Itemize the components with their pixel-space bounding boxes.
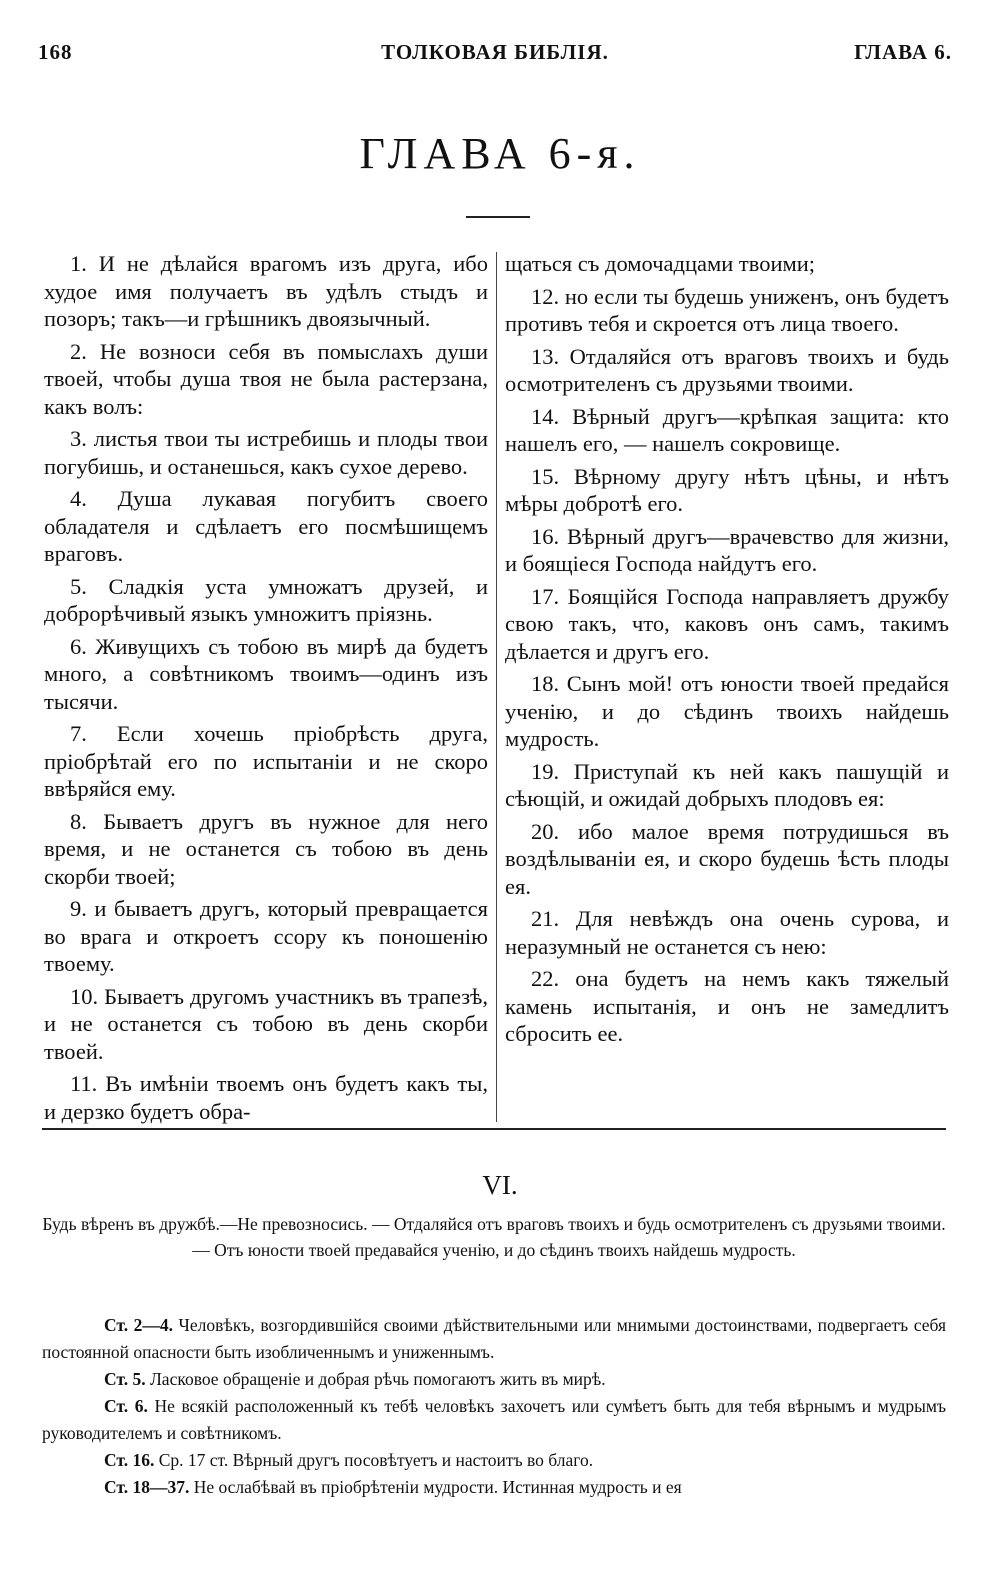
commentary-paragraph bbox=[42, 1447, 946, 1474]
verse-reference: Ст. 6. bbox=[104, 1396, 148, 1416]
verse: 14. Вѣрный другъ—крѣпкая защита: кто нашелъ его, — нашелъ сокровище. bbox=[505, 403, 949, 456]
verse: 22. она будетъ на немъ какъ тяжелый камень испытанія, и онъ не замедлитъ сбросить ее. bbox=[505, 966, 949, 1046]
verse: 1. И не дѣлайся врагомъ изъ друга, ибо худое имя получаетъ въ удѣлъ стыдъ и позоръ; такъ—и грѣшникъ двоязычный. bbox=[44, 251, 488, 331]
verse: 5. Сладкія уста умножатъ друзей, и доброрѣчивый языкъ умножитъ пріязнь. bbox=[44, 573, 488, 626]
verse: 18. Сынъ мой! отъ юности твоей предайся ученію, и до сѣдинъ твоихъ найдешь мудрость. bbox=[505, 671, 949, 751]
verse: 19. Приступай къ ней какъ пашущій и сѣющій, и ожидай добрыхъ плодовъ ея: bbox=[505, 758, 949, 811]
commentary bbox=[42, 1312, 946, 1501]
verse: 10. Бываетъ другомъ участникъ въ трапезѣ, и не останется съ тобою въ день скорби твоей. bbox=[44, 983, 488, 1064]
verse: 11. Въ имѣніи твоемъ онъ будетъ какъ ты, и дерзко будетъ обра- bbox=[44, 1071, 488, 1124]
verse: 15. Вѣрному другу нѣтъ цѣны, и нѣтъ мѣры добротѣ его. bbox=[505, 463, 949, 516]
running-head bbox=[38, 40, 952, 76]
verse: 17. Боящійся Господа направляетъ дружбу свою такъ, что, каковъ онъ самъ, такимъ дѣлается и другъ его. bbox=[505, 583, 949, 664]
commentary-text: Человѣкъ, возгордившійся своими дѣйствительными или мнимыми достоинствами, подвергаетъ себя постоянной опасности быть изобличеннымъ и униженнымъ. bbox=[42, 1315, 946, 1362]
section-rule bbox=[42, 1128, 946, 1130]
verse-reference: Ст. 16. bbox=[104, 1450, 155, 1470]
verse-reference: Ст. 5. bbox=[104, 1369, 146, 1389]
verse: 2. Не возноси себя въ помыслахъ души твоей, чтобы душа твоя не была растерзана, какъ волъ: bbox=[44, 338, 488, 419]
chapter-summary: Будь вѣренъ въ дружбѣ.—Не превозносись. — Отдаляйся отъ враговъ твоихъ и будь осмотрителенъ съ друзьями твоими. — Отъ юности твоей предавайся ученію, и до сѣдинъ твоихъ найдешь мудрость. bbox=[42, 1214, 946, 1260]
verse-continuation: щаться съ домочадцами твоими; bbox=[505, 251, 816, 276]
page-number: 168 bbox=[38, 40, 73, 64]
verse: 4. Душа лукавая погубитъ своего обладателя и сдѣлаетъ его посмѣшищемъ враговъ. bbox=[44, 486, 488, 566]
verse: 13. Отдаляйся отъ враговъ твоихъ и будь осмотрителенъ съ друзьями твоими. bbox=[505, 343, 949, 396]
verse: 8. Бываетъ другъ въ нужное для него время, и не останется съ тобою въ день скорби твоей; bbox=[44, 808, 488, 889]
commentary-text: Ср. 17 ст. Вѣрный другъ посовѣтуетъ и настоитъ во благо. bbox=[154, 1450, 594, 1470]
verse: 16. Вѣрный другъ—врачевство для жизни, и боящіеся Господа найдутъ его. bbox=[505, 523, 949, 576]
section-number: VI. bbox=[482, 1170, 518, 1200]
title-rule bbox=[466, 216, 530, 218]
column-divider bbox=[496, 252, 497, 1122]
right-column bbox=[505, 250, 949, 1053]
commentary-text: Ласковое обращеніе и добрая рѣчь помогаютъ жить въ мирѣ. bbox=[145, 1369, 606, 1389]
chapter-label: ГЛАВА 6. bbox=[854, 40, 952, 64]
commentary-text: Не всякій расположенный къ тебѣ человѣкъ захочетъ или сумѣетъ быть для тебя вѣрнымъ и мудрымъ руководителемъ и совѣтникомъ. bbox=[42, 1396, 947, 1443]
commentary-text: Не ослабѣвай въ пріобрѣтеніи мудрости. Истинная мудрость и ея bbox=[189, 1477, 682, 1497]
commentary-paragraph bbox=[42, 1312, 946, 1366]
verse: 12. но если ты будешь униженъ, онъ будетъ противъ тебя и скроется отъ лица твоего. bbox=[505, 283, 949, 336]
verse: 3. листья твои ты истребишь и плоды твои погубишь, и останешься, какъ сухое дерево. bbox=[44, 426, 488, 479]
verse: 7. Если хочешь пріобрѣсть друга, пріобрѣтай его по испытаніи и не скоро ввѣряйся ему. bbox=[44, 721, 488, 801]
verse: 20. ибо малое время потрудишься въ воздѣлываніи ея, и скоро будешь ѣсть плоды ея. bbox=[505, 818, 949, 899]
commentary-paragraph bbox=[42, 1474, 946, 1501]
book-title: ТОЛКОВАЯ БИБЛІЯ. bbox=[381, 40, 609, 64]
commentary-paragraph bbox=[42, 1366, 946, 1393]
left-column bbox=[44, 250, 488, 1130]
verse: 21. Для невѣждъ она очень сурова, и неразумный не останется съ нею: bbox=[505, 906, 949, 959]
verse-reference: Ст. 18—37. bbox=[104, 1477, 190, 1497]
verse: 6. Живущихъ съ тобою въ мирѣ да будетъ много, а совѣтникомъ твоимъ—одинъ изъ тысячи. bbox=[44, 633, 488, 714]
verse-reference: Ст. 2—4. bbox=[104, 1315, 173, 1335]
commentary-paragraph bbox=[42, 1393, 946, 1447]
chapter-title: ГЛАВА 6-я. bbox=[359, 129, 641, 178]
verse: 9. и бываетъ другъ, который превращается во врага и откроетъ ссору къ поношенію твоему. bbox=[44, 896, 488, 976]
